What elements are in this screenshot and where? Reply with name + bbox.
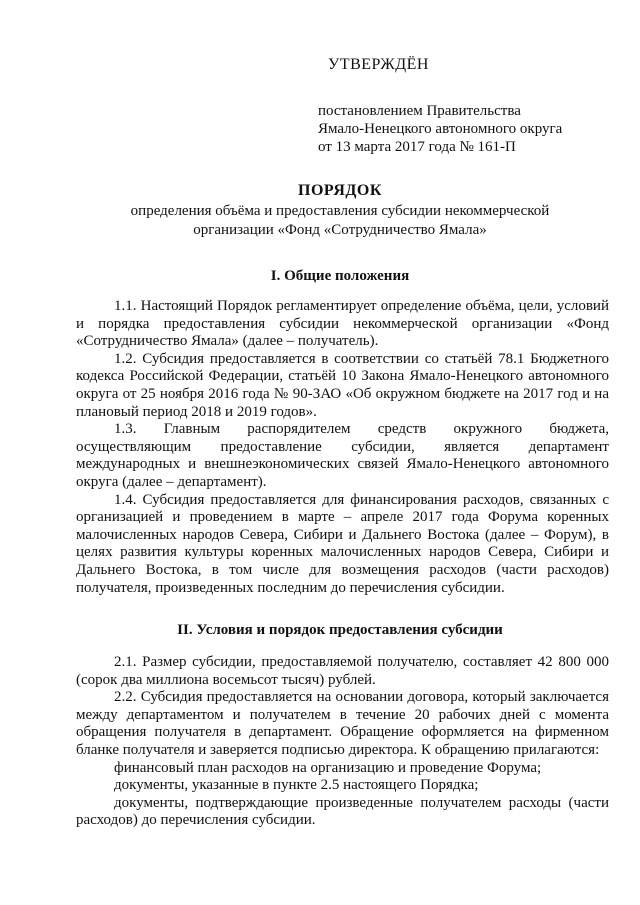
approval-stamp xyxy=(318,56,618,156)
paragraph-1-3: 1.3. Главным распорядителем средств окружного бюджета, осуществляющим предоставление субсидии, является департамент международных и внешнеэкономических связей Ямало-Ненецкого автономного округа (далее – департамент). xyxy=(76,421,609,490)
paragraph-1-4: 1.4. Субсидия предоставляется для финансирования расходов, связанных с организацией и проведением в марте – апреле 2017 года Форума коренных малочисленных народов Севера, Сибири и Дальнего Востока (далее – Форум), в целях развития культуры коренных малочисленных народов Севера, Сибири и Дальнего Востока, в том числе для возмещения расходов (части расходов) получателя, произведенных последним до перечисления субсидии. xyxy=(76,491,609,596)
list-item-financial-plan: финансовый план расходов на организацию и проведение Форума; xyxy=(114,759,542,776)
document-title: ПОРЯДОК xyxy=(298,182,382,199)
document-title-block xyxy=(60,180,620,240)
approval-line-2: Ямало-Ненецкого автономного округа xyxy=(318,121,563,137)
paragraph-2-2: 2.2. Субсидия предоставляется на основании договора, который заключается между департаментом и получателем в течение 20 рабочих дней с момента обращения получателя в департамент. Обращение оформляется на фирменном бланке получателя и заверяется подписью директора. К обращению прилагаются: xyxy=(76,689,609,758)
list-item-expense-documents: документы, подтверждающие произведенные получателем расходы (части расходов) до перечисления субсидии. xyxy=(76,794,609,829)
section-1-heading: I. Общие положения xyxy=(270,268,410,284)
document-subtitle-line-1: определения объёма и предоставления субсидии некоммерческой xyxy=(130,203,550,219)
paragraph-1-2: 1.2. Субсидия предоставляется в соответствии со статьёй 78.1 Бюджетного кодекса Российской Федерации, статьёй 10 Закона Ямало-Ненецкого автономного округа от 25 ноября 2016 года № 90-ЗАО «Об окружном бюджете на 2017 год и на плановый период 2018 и 2019 годов». xyxy=(76,350,609,420)
paragraph-1-1: 1.1. Настоящий Порядок регламентирует определение объёма, цели, условий и порядка предоставления субсидии некоммерческой организации «Фонд «Сотрудничество Ямала» (далее – получатель). xyxy=(76,298,609,350)
list-item-documents-2-5: документы, указанные в пункте 2.5 настоящего Порядка; xyxy=(114,777,479,794)
section-1-body xyxy=(76,298,609,597)
approval-line-3: от 13 марта 2017 года № 161-П xyxy=(318,139,516,155)
section-2-body xyxy=(76,654,609,830)
approval-heading: УТВЕРЖДЁН xyxy=(328,56,429,73)
document-subtitle-line-2: организации «Фонд «Сотрудничество Ямала» xyxy=(193,222,487,238)
section-2-heading: II. Условия и порядок предоставления субсидии xyxy=(177,622,503,638)
paragraph-2-1: 2.1. Размер субсидии, предоставляемой получателю, составляет 42 800 000 (сорок два миллиона восемьсот тысяч) рублей. xyxy=(76,654,609,688)
approval-line-1: постановлением Правительства xyxy=(318,103,521,119)
